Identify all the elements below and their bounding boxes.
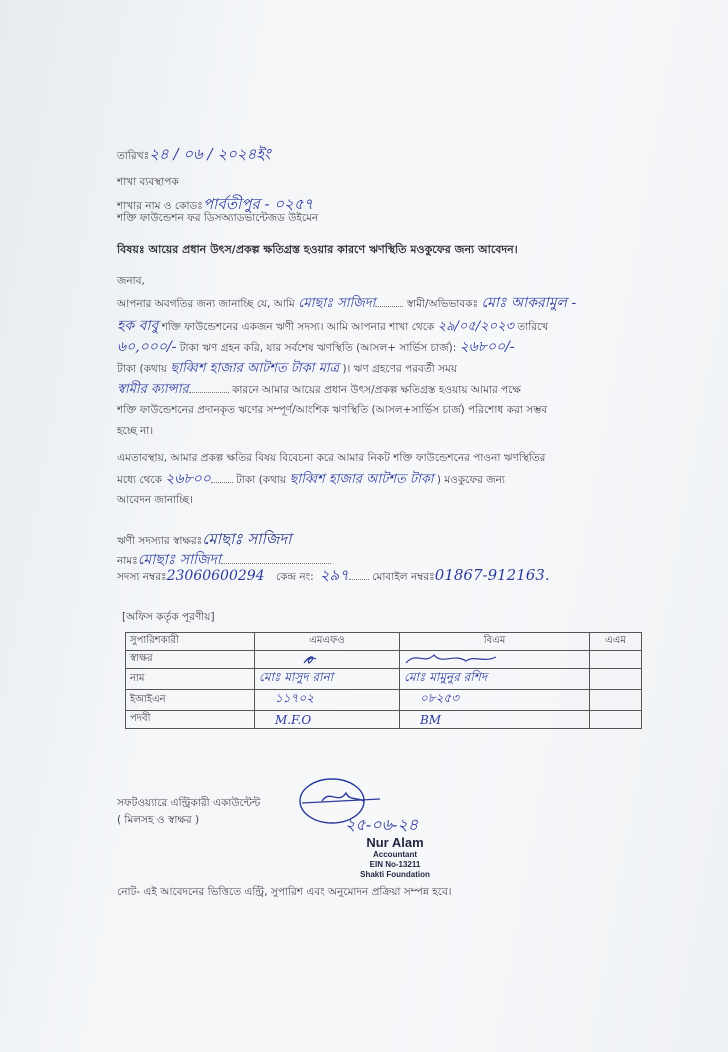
balance-fill: ২৬৮০০/- <box>459 339 515 355</box>
salutation: জনাব, <box>117 275 145 287</box>
body-line-1 <box>117 293 576 315</box>
body-text: টাকা ঋণ গ্রহন করি, যার সর্বশেষ ঋণস্থিতি (আসল+ সার্ভিস চার্জ): <box>179 342 457 354</box>
center-label: কেন্দ্র নং: <box>275 571 314 583</box>
member-signature: মোছাঃ সাজিদা <box>202 530 292 548</box>
waive-amount-fill: ২৬৮০০ <box>165 471 211 487</box>
body-line-4 <box>117 358 457 380</box>
member-name-fill: মোছাঃ সাজিদা <box>298 296 376 311</box>
office-heading: [অফিস কর্তৃক পূরণীয়] <box>122 611 215 623</box>
bm-signature-scribble <box>404 651 504 665</box>
organization-line: শক্তি ফাউন্ডেশন ফর ডিসঅ্যাডভান্টেজড উইমেন <box>117 212 319 224</box>
cause-fill: স্বামীর ক্যান্সার <box>117 382 189 397</box>
body-line-6: শক্তি ফাউন্ডেশনের প্রদানকৃত ঋণের সম্পূর্ণ/আংশিক ঋণস্থিতি (আসল+সার্ভিস চার্জ) পরিশোধ করা সম্ভব <box>117 404 548 416</box>
date-line <box>117 143 271 168</box>
accountant-date: ২৫-০৬-২৪ <box>345 815 419 834</box>
body-line-7: হচ্ছে না। <box>117 425 154 437</box>
name-label: নামঃ <box>117 555 138 567</box>
member-number: 23060600294 <box>166 568 265 584</box>
member-no-label: সদস্য নম্বরঃ <box>117 571 167 583</box>
loan-amount-fill: ৬০,০০০/- <box>117 339 177 355</box>
column-am: এএম <box>590 633 642 651</box>
dotted-line <box>349 579 369 580</box>
row-label: নাম <box>126 669 255 690</box>
member-number-line <box>117 564 550 589</box>
column-mfo: এমএফও <box>255 633 400 651</box>
mfo-name: মোঃ মাসুদ রানা <box>255 669 400 690</box>
row-label: পদবী <box>126 711 255 729</box>
date-value: ২৪ / ০৬ / ২০২৪ইং <box>149 145 271 163</box>
body-text: মধ্যে থেকে <box>117 474 162 486</box>
am-ein <box>590 690 642 711</box>
mobile-number: 01867-912163. <box>434 566 550 584</box>
bm-designation: BM <box>399 711 589 729</box>
body-text: ) মওকুফের জন্য <box>436 474 505 486</box>
body-line-5 <box>117 379 521 401</box>
accountant-line-2: ( মিলসহ ও স্বাক্ষর ) <box>117 814 200 826</box>
loan-date-fill: ২৯/০৫/২০২৩ <box>437 319 514 334</box>
body-line-2 <box>117 316 548 338</box>
body-line-3 <box>117 337 515 359</box>
waive-words-fill: ছাব্বিশ হাজার আটশত টাকা <box>289 472 434 487</box>
bm-ein: ০৮২৫৩ <box>399 690 589 711</box>
balance-words-fill: ছাব্বিশ হাজার আটশত টাকা মাত্র <box>170 361 340 376</box>
stamp-title: Accountant <box>373 850 417 859</box>
footer-note: নোট- এই আবেদনের ভিত্তিতে এন্ট্রি, সুপারিশ এবং অনুমোদন প্রক্রিয়া সম্পন্ন হবে। <box>117 886 452 898</box>
stamp-org: Shakti Foundation <box>360 870 430 879</box>
dotted-line <box>375 306 403 307</box>
mfo-designation: M.F.O <box>255 711 400 729</box>
table-row-name <box>126 669 642 690</box>
am-name <box>590 669 642 690</box>
row-label: স্বাক্ষর <box>126 651 255 669</box>
row-label: ইআইএন <box>126 690 255 711</box>
mfo-signature-scribble <box>259 651 319 665</box>
column-bm: বিএম <box>399 633 589 651</box>
stamp-ein: EIN No-13211 <box>369 860 421 869</box>
body2-line-2 <box>117 469 505 491</box>
table-row-ein <box>126 690 642 711</box>
body-text: কারনে আমার আয়ের প্রধান উৎস/প্রকল্প ক্ষতিগ্রস্ত হওয়ায় আমার পক্ষে <box>232 384 521 396</box>
accountant-stamp <box>350 836 440 880</box>
body-text: আপনার অবগতির জন্য জানাচ্ছি যে, আমি <box>117 298 295 310</box>
guardian-fill-2: হক বাবু <box>117 318 159 334</box>
office-table <box>125 632 642 729</box>
accountant-line-1: সফটওয়্যারে এন্ট্রিকারী একাউন্টেন্ট <box>117 797 261 809</box>
mfo-signature-cell <box>255 651 400 669</box>
branch-label: শাখার নাম ও কোডঃ <box>117 200 203 212</box>
body-text: তারিখে <box>517 321 549 333</box>
bm-signature-cell <box>399 651 589 669</box>
body-text: টাকা (কথায় <box>236 474 287 486</box>
table-row-designation <box>126 711 642 729</box>
dotted-line <box>189 392 229 393</box>
body-text: শক্তি ফাউন্ডেশনের একজন ঋণী সদস্য। আমি আপনার শাখা থেকে <box>161 321 435 333</box>
dotted-line <box>211 482 233 483</box>
am-signature-cell <box>590 651 642 669</box>
signature-label: ঋণী সদস্যার স্বাক্ষরঃ <box>117 535 203 547</box>
mfo-ein: ১১৭০২ <box>255 690 400 711</box>
stamp-name: Nur Alam <box>366 835 424 850</box>
body-text: স্বামী/অভিভাবকঃ <box>406 298 479 310</box>
body-text: টাকা (কথায় <box>117 363 167 375</box>
am-designation <box>590 711 642 729</box>
body2-line-3: আবেদন জানাচ্ছি। <box>117 494 193 506</box>
recipient-line: শাখা ব্যবস্থাপক <box>117 176 179 188</box>
member-name: মোছাঃ সাজিদা <box>137 552 221 568</box>
table-header-row <box>126 633 642 651</box>
date-label: তারিখঃ <box>117 150 150 162</box>
column-recommender: সুপারিশকারী <box>126 633 255 651</box>
body-text: )। ঋণ গ্রহণের পরবর্তী সময় <box>342 363 457 375</box>
body2-line-1: এমতাবস্থায়, আমার প্রকল্প ক্ষতির বিষয় বিবেচনা করে আমার নিকট শক্তি ফাউন্ডেশনের পাওনা ঋণস্থিতির <box>117 452 546 464</box>
mobile-label: মোবাইল নম্বরঃ <box>372 571 435 583</box>
table-row-signature <box>126 651 642 669</box>
branch-value: পার্বতীপুর - ০২৫৭ <box>202 195 314 213</box>
subject-line: বিষয়ঃ আয়ের প্রধান উৎস/প্রকল্প ক্ষতিগ্রস্ত হওয়ার কারণে ঋণস্থিতি মওকুফের জন্য আবেদন। <box>117 243 518 256</box>
center-number: ২৯৭ <box>319 566 349 584</box>
bm-name: মোঃ মামুনুর রশিদ <box>399 669 589 690</box>
guardian-fill: মোঃ আকরামুল - <box>481 295 577 311</box>
